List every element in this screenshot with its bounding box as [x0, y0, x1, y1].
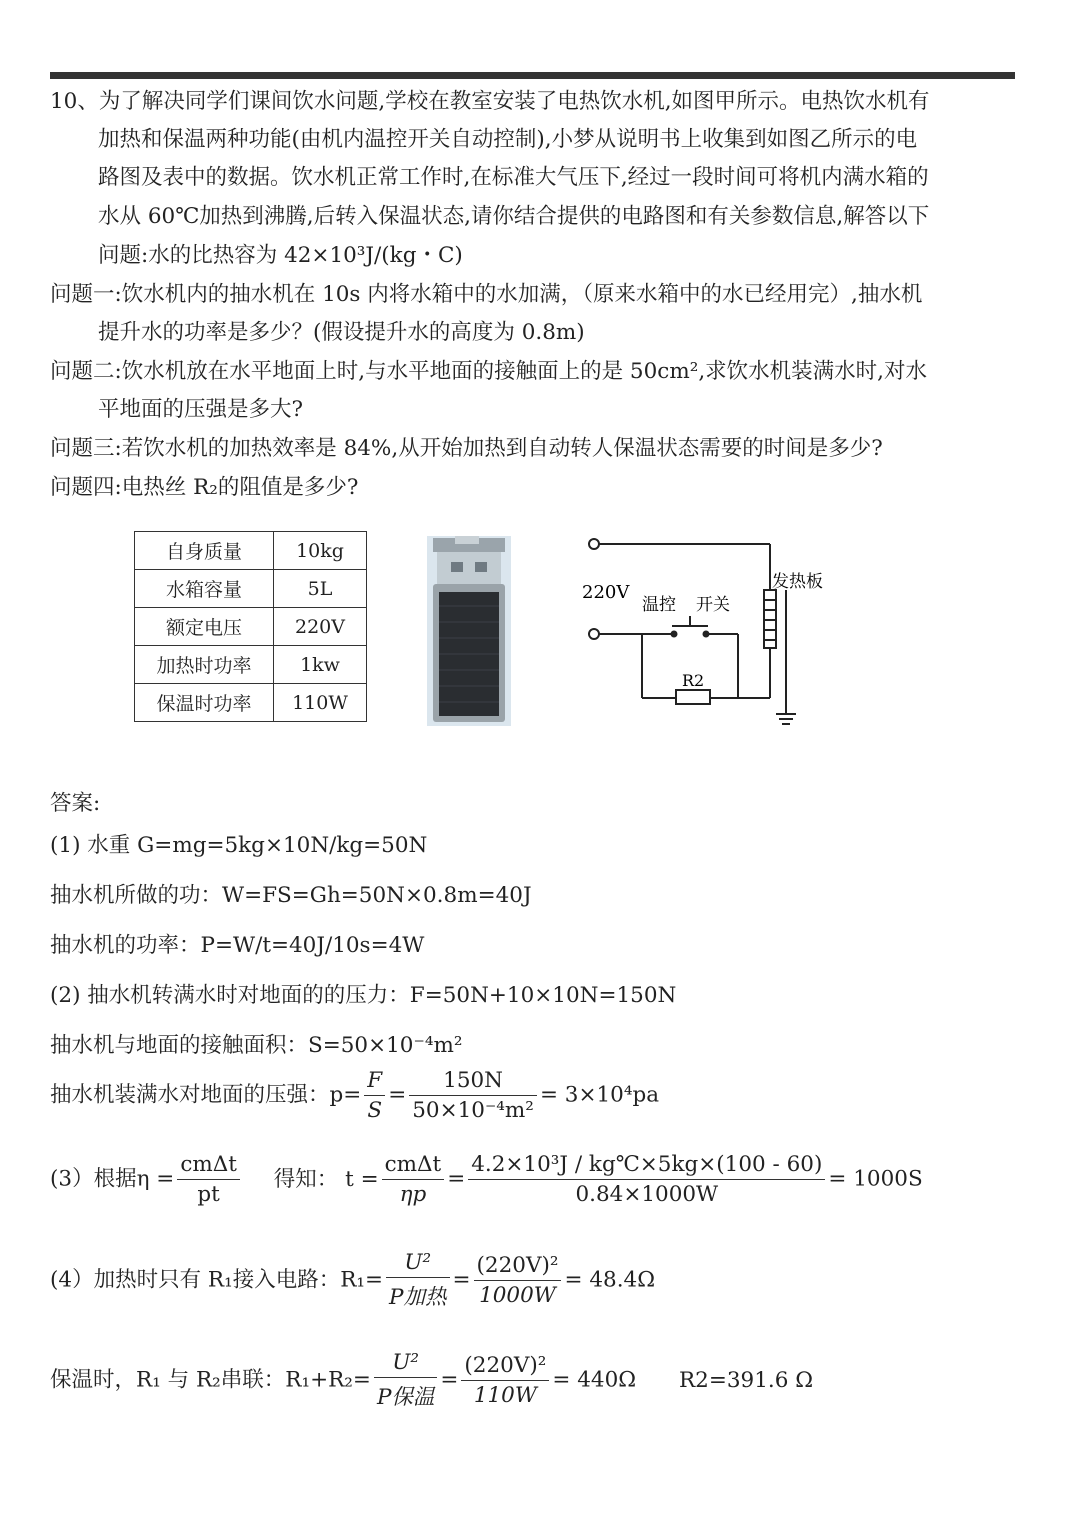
fraction — [386, 1250, 449, 1311]
numerator: 4.2×10³J / kg℃×5kg×(100 - 60) — [471, 1152, 823, 1177]
answer-line: (1) 水重 G=mg=5kg×10N/kg=50N — [50, 833, 428, 858]
question-line: 问题二:饮水机放在水平地面上时,与水平地面的接触面上的是 50cm²,求饮水机装满水时,对水 — [50, 359, 927, 384]
spec-key: 保温时功率 — [135, 684, 274, 722]
answer-r1: (4）加热时只有 R₁接入电路：R₁= U² P加热 = $\frac{\text{(220V)²}}{1000W}$ = 48.4Ω — [50, 1250, 656, 1310]
fraction — [461, 1353, 549, 1408]
denominator: 50×10⁻⁴m² — [409, 1095, 537, 1123]
answer-r2: 保温时，R₁ 与 R₂串联：R₁+R₂= U² P保温 = $\frac{\text{(220V)²}}{110W}$ = 440Ω R2=391.6 Ω — [50, 1350, 814, 1410]
answer-line: 抽水机所做的功：W=FS=Gh=50N×0.8m=40J — [50, 883, 532, 908]
fraction — [374, 1350, 437, 1411]
formula-result: = 440Ω — [552, 1367, 637, 1393]
numerator: U² — [392, 1350, 420, 1375]
answer-line: 抽水机的功率：P=W/t=40J/10s=4W — [50, 933, 425, 958]
heater-label: 发热板 — [772, 572, 823, 592]
spec-value: 110W — [274, 684, 367, 722]
denominator: 1000W — [474, 1280, 562, 1308]
table-row — [135, 646, 367, 684]
denominator: P保温 — [374, 1377, 437, 1411]
numerator: (220V)² — [476, 1253, 559, 1278]
formula-result: = 1000S — [828, 1166, 923, 1192]
r2-label: R2 — [682, 671, 705, 690]
denominator: ηp — [382, 1179, 445, 1207]
numerator: U² — [404, 1250, 432, 1275]
spec-value: 1kw — [274, 646, 367, 684]
fraction — [409, 1068, 537, 1123]
formula-prefix: (4）加热时只有 R₁接入电路：R₁= — [50, 1267, 384, 1293]
spec-table — [134, 531, 367, 722]
table-row — [135, 532, 367, 570]
formula-result: = 3×10⁴pa — [539, 1082, 660, 1108]
denominator: pt — [177, 1179, 240, 1207]
question-line: 加热和保温两种功能(由机内温控开关自动控制),小梦从说明书上收集到如图乙所示的电 — [98, 127, 918, 152]
formula-prefix: (3）根据η = — [50, 1166, 175, 1192]
question-line: 水从 60℃加热到沸腾,后转入保温状态,请你结合提供的电路图和有关参数信息,解答以下 — [98, 204, 930, 229]
terminal-top — [589, 539, 599, 549]
question-line: 10、为了解决同学们课间饮水问题,学校在教室安装了电热饮水机,如图甲所示。电热饮水机有 — [50, 89, 930, 114]
fraction — [177, 1152, 240, 1207]
fraction — [474, 1253, 562, 1308]
numerator: cmΔt — [180, 1152, 237, 1177]
denominator: 110W — [461, 1380, 549, 1408]
numerator: F — [367, 1068, 383, 1093]
circuit-diagram — [580, 530, 840, 730]
question-line: 问题四:电热丝 R₂的阻值是多少? — [50, 475, 359, 500]
table-row — [135, 608, 367, 646]
formula-prefix: 抽水机装满水对地面的压强：p= — [50, 1082, 362, 1108]
question-line: 问题三:若饮水机的加热效率是 84%,从开始加热到自动转人保温状态需要的时间是多少? — [50, 436, 883, 461]
table-row — [135, 570, 367, 608]
denominator: P加热 — [386, 1277, 449, 1311]
fraction — [382, 1152, 445, 1207]
spec-key: 额定电压 — [135, 608, 274, 646]
voltage-label: 220V — [582, 582, 630, 603]
thermo-label: 温控 — [642, 595, 676, 615]
formula-result: = 48.4Ω — [564, 1267, 656, 1293]
resistor-r2 — [676, 690, 710, 704]
question-line: 平地面的压强是多大? — [98, 397, 304, 422]
table-row — [135, 684, 367, 722]
question-line: 提升水的功率是多少？(假设提升水的高度为 0.8m) — [98, 320, 585, 345]
answer-time: (3）根据η = cmΔt pt 得知： t = cmΔt ηp = $\frac{\text{4.2×10³J / kg℃×5kg×(100 - 60)}}{0.84\times 1000W}$ = 1000S — [50, 1152, 923, 1207]
answer-title: 答案: — [50, 791, 101, 816]
spec-value: 220V — [274, 608, 367, 646]
numerator: (220V)² — [464, 1353, 547, 1378]
formula-mid: 得知： t = — [273, 1166, 379, 1192]
answer-pressure: 抽水机装满水对地面的压强：p= $\frac{F}{S}$ = $\frac{150N}{\text{50×10⁻⁴m²}}$ = 3×10⁴pa — [50, 1068, 660, 1123]
fraction — [468, 1152, 825, 1207]
answer-line: 抽水机与地面的接触面积：S=50×10⁻⁴m² — [50, 1033, 463, 1058]
formula-prefix: 保温时，R₁ 与 R₂串联：R₁+R₂= — [50, 1367, 371, 1393]
terminal-bottom — [589, 629, 599, 639]
spec-value: 10kg — [274, 532, 367, 570]
spec-key: 加热时功率 — [135, 646, 274, 684]
denominator: S — [364, 1095, 385, 1123]
denominator: 0.84×1000W — [468, 1179, 825, 1207]
spec-key: 自身质量 — [135, 532, 274, 570]
r2-result: R2=391.6 Ω — [678, 1367, 814, 1393]
numerator: cmΔt — [384, 1152, 442, 1177]
spec-key: 水箱容量 — [135, 570, 274, 608]
water-dispenser-image — [427, 536, 511, 726]
question-line: 路图及表中的数据。饮水机正常工作时,在标准大气压下,经过一段时间可将机内满水箱的 — [98, 165, 929, 190]
fraction — [364, 1068, 385, 1123]
spec-value: 5L — [274, 570, 367, 608]
question-line: 问题:水的比热容为 42×10³J/(kg・C) — [98, 243, 463, 268]
answer-line: (2) 抽水机转满水时对地面的的压力：F=50N+10×10N=150N — [50, 983, 677, 1008]
numerator: 150N — [443, 1068, 503, 1093]
top-rule — [50, 72, 1015, 79]
switch-label: 开关 — [696, 595, 730, 615]
question-line: 问题一:饮水机内的抽水机在 10s 内将水箱中的水加满，（原来水箱中的水已经用完）,抽水机 — [50, 282, 923, 307]
